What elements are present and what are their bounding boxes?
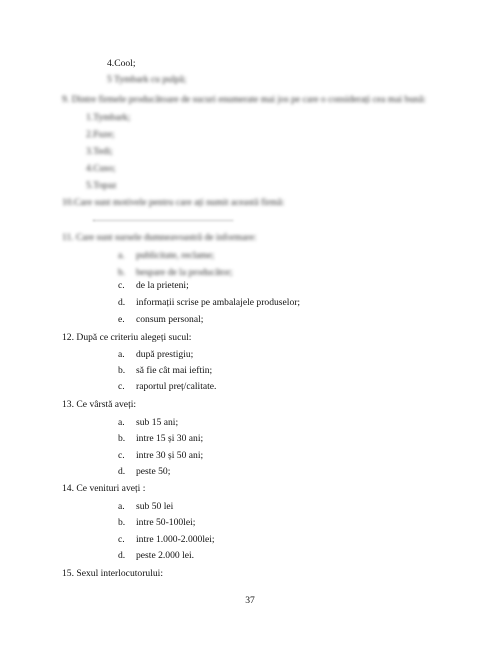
q13-option-d: peste 50;	[136, 466, 171, 477]
question-11: 11. Care sunt sursele dumneavoastră de informare:	[62, 232, 257, 243]
q11-option-a-marker: a.	[118, 250, 125, 261]
q12-option-a: după prestigiu;	[136, 349, 194, 360]
q11-option-d-marker: d.	[118, 297, 126, 308]
q13-option-c: intre 30 și 50 ani;	[136, 450, 204, 461]
q14-option-c: intre 1.000-2.000lei;	[136, 534, 215, 545]
q12-option-b-marker: b.	[118, 365, 126, 376]
q12-option-c-marker: c.	[118, 381, 125, 392]
q14-option-d-marker: d.	[118, 550, 126, 561]
q9-option-1: 1.Tymbark;	[86, 112, 131, 123]
q11-option-d: informații scrise pe ambalajele produselor;	[136, 297, 301, 308]
q11-option-e-marker: e.	[118, 314, 125, 325]
answer-line	[93, 220, 233, 221]
option-tymbark-pulp: 5 Tymbark cu pulpă;	[107, 74, 187, 85]
q14-option-b: intre 50-100lei;	[136, 517, 196, 528]
q14-option-b-marker: b.	[118, 517, 126, 528]
q11-option-c-marker: c.	[118, 280, 125, 291]
question-13: 13. Ce vârstă aveți:	[62, 399, 137, 410]
q14-option-d: peste 2.000 lei.	[136, 550, 195, 561]
q13-option-d-marker: d.	[118, 466, 126, 477]
q14-option-a: sub 50 lei	[136, 501, 174, 512]
q13-option-b: intre 15 și 30 ani;	[136, 433, 204, 444]
q13-option-a-marker: a.	[118, 417, 125, 428]
q11-option-a: publicitate, reclame;	[136, 250, 215, 261]
q12-option-c: raportul preț/calitate.	[136, 381, 217, 392]
q13-option-b-marker: b.	[118, 433, 126, 444]
page-number: 37	[245, 595, 255, 606]
question-14: 14. Ce venituri aveți :	[62, 483, 146, 494]
q12-option-b: să fie cât mai ieftin;	[136, 365, 213, 376]
q9-option-3: 3.Tedi;	[86, 146, 113, 157]
question-10: 10.Care sunt motivele pentru care ați numit această firmă:	[62, 197, 285, 208]
q9-option-2: 2.Fuze;	[86, 129, 115, 140]
question-12: 12. După ce criteriu alegeți sucul:	[62, 332, 192, 343]
q13-option-a: sub 15 ani;	[136, 417, 179, 428]
q9-option-5: 5.Topaz	[86, 180, 117, 191]
q11-option-b-marker: b.	[118, 267, 126, 278]
q11-option-c: de la prieteni;	[136, 280, 189, 291]
q9-option-4: 4.Cuso;	[86, 163, 116, 174]
q13-option-c-marker: c.	[118, 450, 125, 461]
question-9: 9. Dintre firmele producătoare de sucuri enumerate mai jos pe care o considerați cea mai bună:	[62, 94, 426, 105]
question-15: 15. Sexul interlocutorului:	[62, 568, 163, 579]
q11-option-e: consum personal;	[136, 314, 204, 325]
q12-option-a-marker: a.	[118, 349, 125, 360]
q11-option-b: bespare de la producător;	[136, 267, 233, 278]
q14-option-c-marker: c.	[118, 534, 125, 545]
q14-option-a-marker: a.	[118, 501, 125, 512]
option-cool: 4.Cool;	[107, 58, 136, 69]
